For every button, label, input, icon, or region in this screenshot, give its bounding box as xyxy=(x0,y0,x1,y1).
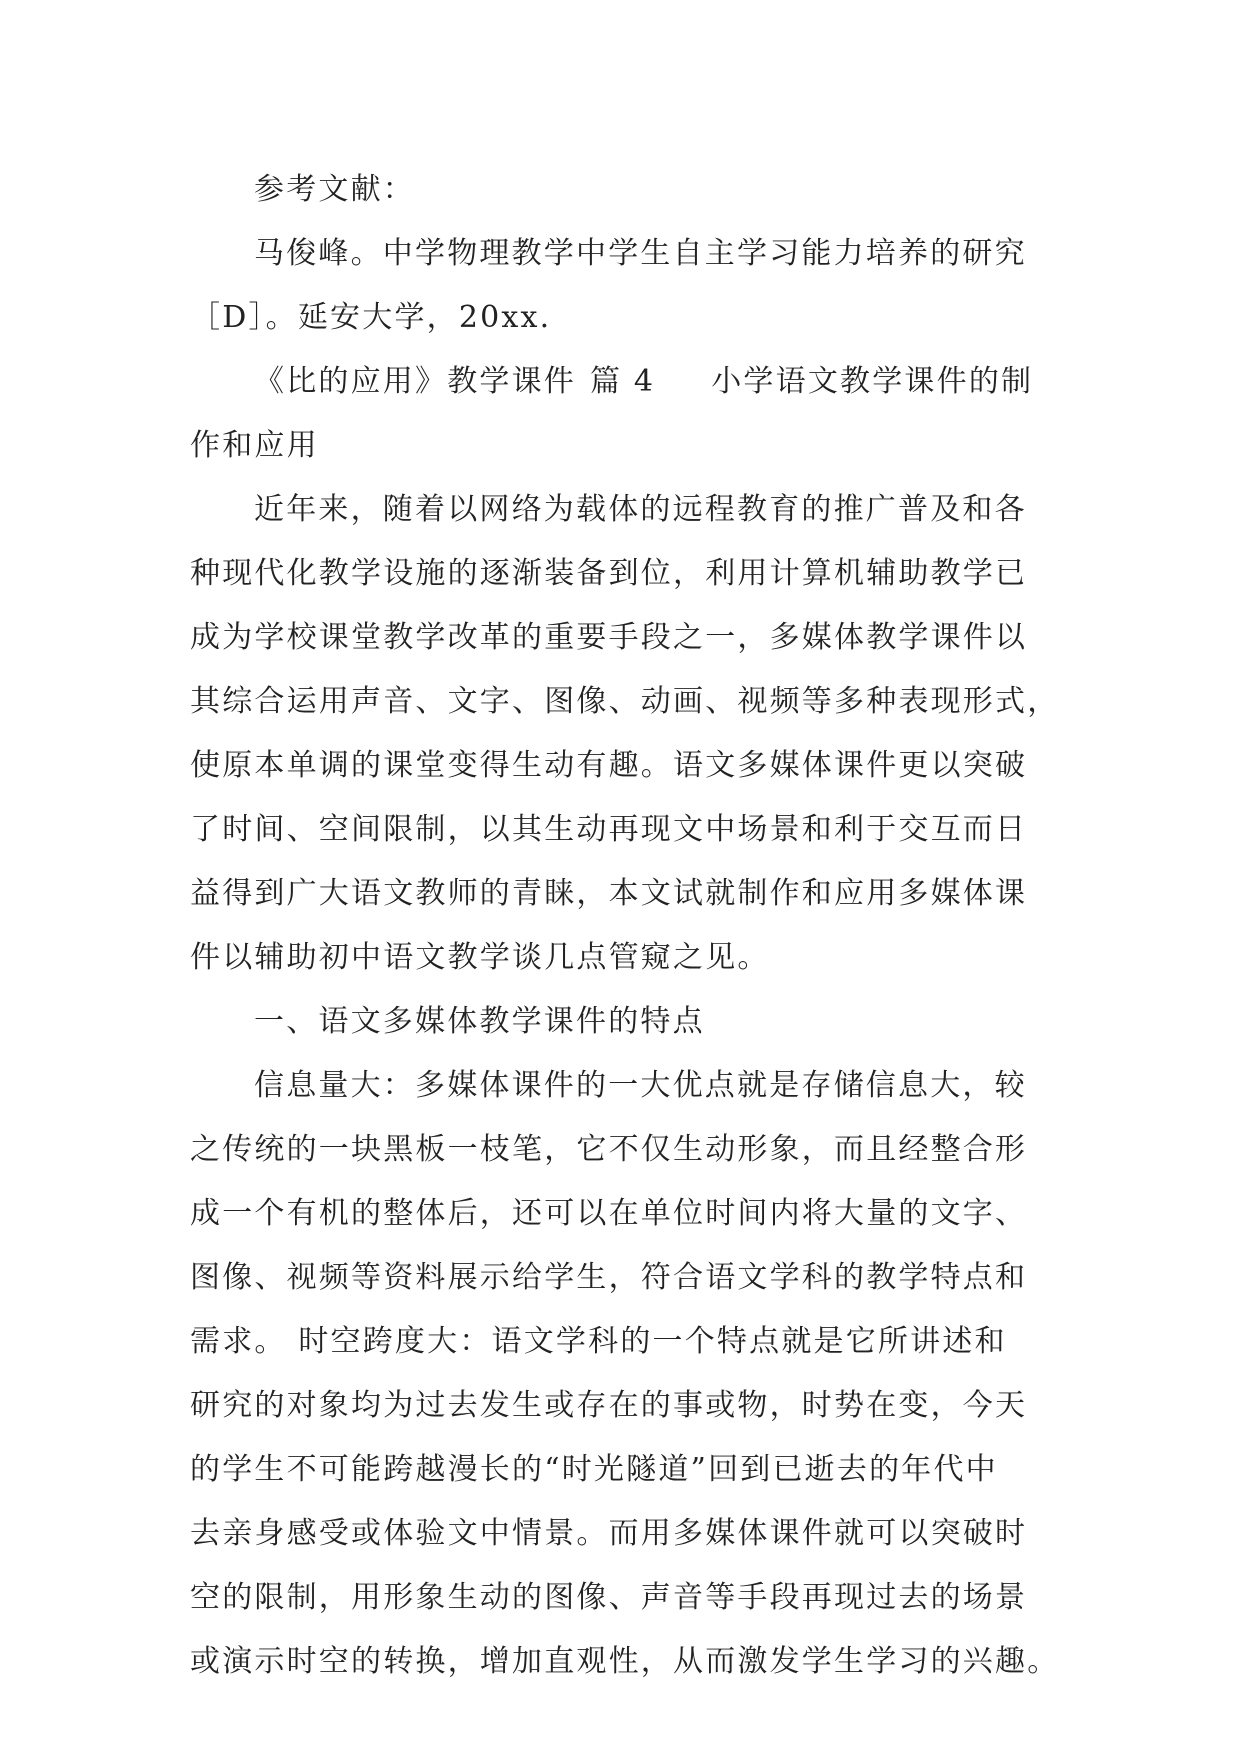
section-4-title-part-2: 篇 4 xyxy=(590,364,656,399)
section-1-line-3: 成一个有机的整体后，还可以在单位时间内将大量的文字、 xyxy=(190,1196,1028,1231)
intro-line-5: 使原本单调的课堂变得生动有趣。语文多媒体课件更以突破 xyxy=(190,748,1028,783)
reference-entry-line-2: ［D］。延安大学，20xx. xyxy=(190,300,552,335)
section-1-line-2: 之传统的一块黑板一枝笔，它不仅生动形象，而且经整合形 xyxy=(190,1132,1028,1167)
section-1-line-8: 去亲身感受或体验文中情景。而用多媒体课件就可以突破时 xyxy=(190,1516,1028,1551)
section-1-heading: 一、语文多媒体教学课件的特点 xyxy=(254,1004,705,1039)
intro-line-2: 种现代化教学设施的逐渐装备到位，利用计算机辅助教学已 xyxy=(190,556,1028,591)
section-1-line-10: 或演示时空的转换，增加直观性，从而激发学生学习的兴趣。 xyxy=(190,1644,1060,1679)
section-1-line-1: 信息量大：多媒体课件的一大优点就是存储信息大，较 xyxy=(254,1068,1027,1103)
section-4-title xyxy=(190,350,1050,414)
section-1-line-7: 的学生不可能跨越漫长的“时光隧道”回到已逝去的年代中 xyxy=(190,1452,998,1487)
references-heading: 参考文献： xyxy=(254,172,415,207)
section-1-line-4: 图像、视频等资料展示给学生，符合语文学科的教学特点和 xyxy=(190,1260,1028,1295)
section-4-title-part-3: 小学语文教学课件的制 xyxy=(711,364,1034,399)
intro-line-3: 成为学校课堂教学改革的重要手段之一，多媒体教学课件以 xyxy=(190,620,1028,655)
section-1-line-9: 空的限制，用形象生动的图像、声音等手段再现过去的场景 xyxy=(190,1580,1028,1615)
intro-line-8: 件以辅助初中语文教学谈几点管窥之见。 xyxy=(190,940,770,975)
section-4-title-line-2: 作和应用 xyxy=(190,428,319,463)
intro-line-1: 近年来，随着以网络为载体的远程教育的推广普及和各 xyxy=(254,492,1027,527)
section-1-line-6: 研究的对象均为过去发生或存在的事或物，时势在变，今天 xyxy=(190,1388,1028,1423)
intro-line-6: 了时间、空间限制，以其生动再现文中场景和利于交互而日 xyxy=(190,812,1028,847)
section-1-line-5: 需求。 时空跨度大：语文学科的一个特点就是它所讲述和 xyxy=(190,1324,1007,1359)
reference-entry-line-1: 马俊峰。中学物理教学中学生自主学习能力培养的研究 xyxy=(254,236,1027,271)
intro-line-4: 其综合运用声音、文字、图像、动画、视频等多种表现形式， xyxy=(190,684,1060,719)
section-4-title-part-1: 《比的应用》教学课件 xyxy=(254,364,576,399)
document-body xyxy=(190,158,1060,1694)
intro-line-7: 益得到广大语文教师的青睐，本文试就制作和应用多媒体课 xyxy=(190,876,1028,911)
